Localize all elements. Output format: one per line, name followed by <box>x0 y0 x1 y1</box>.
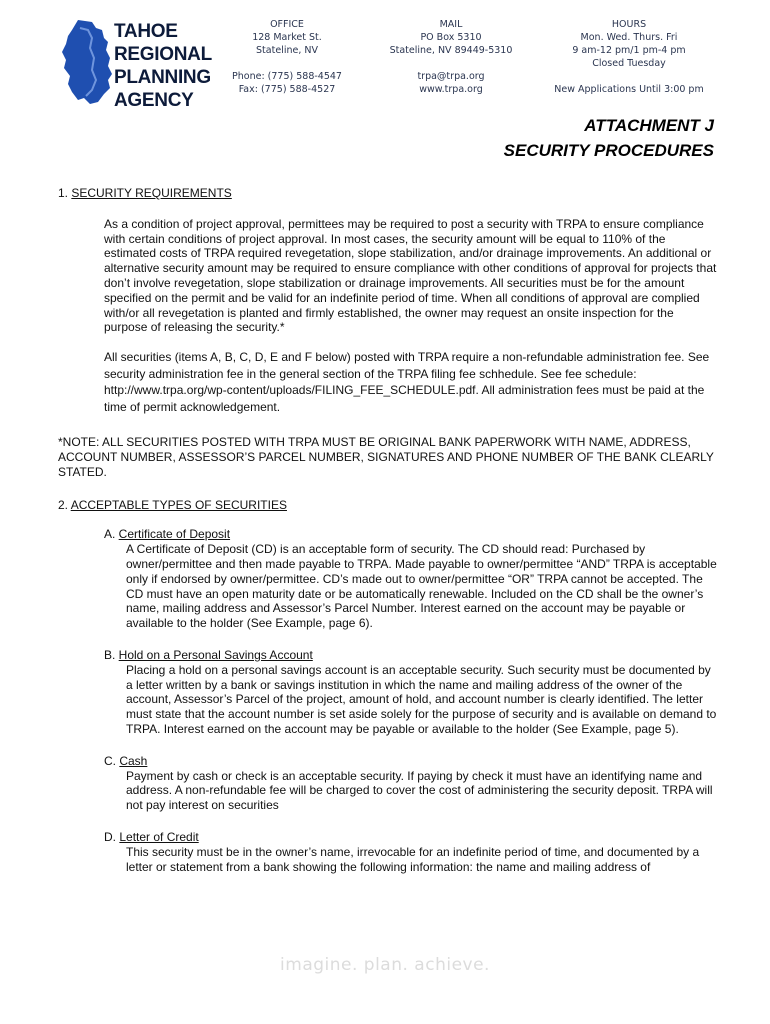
securities-note: *NOTE: ALL SECURITIES POSTED WITH TRPA MUST BE ORIGINAL BANK PAPERWORK WITH NAME, ADDRESS, ACCOUNT NUMBER, ASSESSOR’S PARCEL NUMBER, SIGNATURES AND PHONE NUMBER OF THE BANK CLEARLY STATED. <box>58 435 714 479</box>
section-1-paragraph-2: All securities (items A, B, C, D, E and F below) posted with TRPA require a non-refundable administration fee. See security administration fee in the general section of the TRPA filing fee schhedule. See fee schedule: http://www.trpa.org/wp-content/uploads/FILING_FEE_SCHEDULE.pdf. All administration fees must be paid at the time of permit acknowledgement. <box>104 350 710 414</box>
security-type-b <box>104 648 718 737</box>
office-street: 128 Market St. <box>252 32 322 43</box>
section-2-heading: 2. ACCEPTABLE TYPES OF SECURITIES <box>58 497 287 512</box>
security-type-d <box>104 830 718 874</box>
security-type-a-title: A. Certificate of Deposit <box>104 527 231 542</box>
security-type-d-body: This security must be in the owner’s name, irrevocable for an indefinite period of time, and documented by a letter or statement from a bank showing the following information: the name and mailing address of <box>126 844 700 874</box>
security-type-a-body: A Certificate of Deposit (CD) is an acceptable form of security. The CD should read: Purchased by owner/permittee and then made payable to TRPA. Made payable to owner/permittee “AND” TRPA is acceptable only if endorsed by owner/permittee. CD’s made out to owner/permittee “OR” TRPA cannot be accepted. The CD must have an open maturity date or be automatically renewable. Included on the CD shall be the owner’s name, mailing address and Assessor’s Parcel Number. Interest earned on the account may be payable or available to the holder (See Example, page 6). <box>126 542 717 631</box>
office-heading: OFFICE <box>270 19 304 30</box>
attachment-subtitle: SECURITY PROCEDURES <box>503 141 714 160</box>
document-body <box>58 186 718 874</box>
office-city: Stateline, NV <box>256 45 318 56</box>
hours-closed: Closed Tuesday <box>592 58 666 69</box>
security-type-b-body: Placing a hold on a personal savings account is an acceptable security. Such security must be documented by a letter written by a bank or savings institution in which the name and mailing address of the owner of the account, Assessor’s Parcel of the project, amount of hold, and account number is clearly identified. The letter must state that the account number is set aside solely for the purpose of security and is available on demand to TRPA. Interest earned on the account may be payable or available to the holder (See Example, page 5). <box>126 662 717 736</box>
hours-days: Mon. Wed. Thurs. Fri <box>580 32 678 43</box>
security-type-c <box>104 754 718 813</box>
mail-email: trpa@trpa.org <box>417 71 485 82</box>
mail-city: Stateline, NV 89449-5310 <box>389 45 513 56</box>
security-type-b-title: B. Hold on a Personal Savings Account <box>104 647 313 662</box>
office-info <box>222 18 352 96</box>
logo-wordmark: TAHOE REGIONAL PLANNING AGENCY <box>114 21 212 111</box>
hours-times: 9 am-12 pm/1 pm-4 pm <box>572 45 686 56</box>
hours-info <box>554 18 704 96</box>
trpa-logo <box>58 18 212 111</box>
attachment-title: ATTACHMENT J <box>584 116 714 135</box>
security-type-c-body: Payment by cash or check is an acceptable security. If paying by check it must have an identifying name and address. A non-refundable fee will be charged to cover the cost of administering the security deposit. TRPA will not pay interest on securities <box>126 768 713 813</box>
security-type-a <box>104 527 718 631</box>
hours-new-applications: New Applications Until 3:00 pm <box>554 84 704 95</box>
section-1-paragraph-1: As a condition of project approval, permittees may be required to post a security with TRPA to ensure compliance with certain conditions of project approval. In most cases, the security amount will be equal to 110% of the estimated costs of TRPA required revegetation, slope stabilization, and/or drainage improvements. An additional or alternative security amount may be required to ensure compliance with other conditions of approval for projects that don’t involve revegetation, slope stabilization or drainage improvements. All securities must be for the amount specified on the permit and be valid for an indefinite period of time. When all conditions of approval are complied with/or all revegetation is planted and firmly established, the owner may request an onsite inspection for the purpose of releasing the security.* <box>104 216 717 335</box>
mail-info <box>386 18 516 96</box>
mail-po-box: PO Box 5310 <box>420 32 482 43</box>
office-fax: Fax: (775) 588-4527 <box>238 84 336 95</box>
letterhead <box>0 0 770 110</box>
security-type-c-title: C. Cash <box>104 753 148 768</box>
office-phone: Phone: (775) 588-4547 <box>232 71 342 82</box>
security-type-d-title: D. Letter of Credit <box>104 829 199 844</box>
lake-tahoe-map-icon <box>58 18 114 106</box>
mail-heading: MAIL <box>439 19 463 30</box>
section-1-heading: 1. SECURITY REQUIREMENTS <box>58 186 232 200</box>
hours-heading: HOURS <box>611 19 647 30</box>
mail-website: www.trpa.org <box>419 84 483 95</box>
footer-tagline: imagine. plan. achieve. <box>280 955 490 975</box>
